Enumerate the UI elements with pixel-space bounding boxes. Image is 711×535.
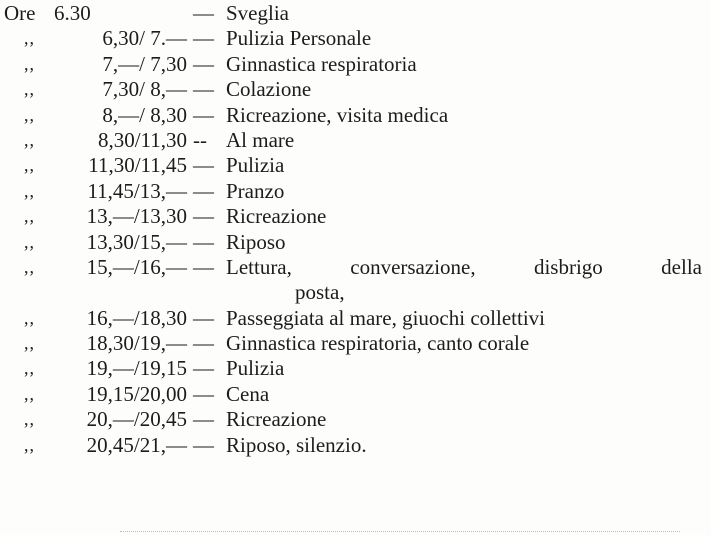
schedule-row — [0, 26, 711, 51]
time-range: 11,30/11,45 — [88, 153, 187, 178]
time-range: 8,30/11,30 — [97, 127, 187, 152]
ditto-mark: ,, — [24, 53, 35, 74]
separator-dash: — — [193, 254, 214, 279]
cropped-line-dots — [120, 531, 680, 534]
separator-dash: — — [193, 204, 214, 229]
activity-text: Cena — [226, 381, 270, 406]
separator-dash: — — [193, 153, 214, 178]
time-range: 7,—/ 7,30 — [102, 51, 187, 76]
activity-text: Al mare — [226, 127, 295, 152]
ditto-mark: ,, — [24, 434, 35, 455]
activity-word: conversazione, — [350, 254, 476, 279]
time-range: 6.30 — [54, 1, 91, 25]
separator-dash: — — [193, 229, 214, 254]
schedule-row — [0, 179, 711, 204]
activity-text: Ginnastica respiratoria, canto corale — [226, 331, 530, 356]
time-range: 13,—/13,30 — [86, 204, 187, 229]
schedule-row — [0, 306, 711, 331]
schedule-row — [0, 433, 711, 458]
time-range: 13,30/15,— — [86, 229, 187, 254]
time-range: 20,—/20,45 — [86, 407, 187, 432]
separator-dash: — — [193, 305, 214, 330]
activity-text: Ricreazione — [226, 204, 327, 229]
ditto-mark: ,, — [24, 79, 35, 100]
ditto-mark: ,, — [24, 307, 35, 328]
ditto-mark: ,, — [24, 180, 35, 201]
activity-text: Pranzo — [226, 178, 285, 203]
activity-text: Ginnastica respiratoria — [226, 51, 417, 76]
separator-dash: — — [193, 331, 214, 356]
schedule-row-continuation — [0, 280, 711, 305]
time-range: 19,—/19,15 — [86, 356, 187, 381]
separator-dash: — — [193, 407, 214, 432]
ditto-mark: ,, — [24, 129, 35, 150]
activity-text: Riposo — [226, 229, 286, 254]
ditto-mark: ,, — [24, 104, 35, 125]
ditto-mark: ,, — [24, 231, 35, 252]
schedule-row — [0, 331, 711, 356]
activity-text: Ricreazione — [226, 407, 327, 432]
row-prefix: Ore — [4, 1, 36, 25]
schedule-row — [0, 128, 711, 153]
activity-text — [226, 255, 702, 280]
schedule-row — [0, 255, 711, 280]
ditto-mark: ,, — [24, 383, 35, 404]
separator-dash: — — [193, 432, 214, 457]
separator-dash: — — [193, 102, 214, 127]
schedule-row — [0, 382, 711, 407]
schedule-row — [0, 52, 711, 77]
ditto-mark: ,, — [24, 409, 35, 430]
activity-word: Lettura, — [226, 254, 292, 279]
separator-dash: — — [193, 51, 214, 76]
activity-text: Pulizia Personale — [226, 26, 372, 51]
ditto-mark: ,, — [24, 206, 35, 227]
activity-text: Ricreazione, visita medica — [226, 102, 449, 127]
activity-text: Pulizia — [226, 153, 285, 178]
activity-text: Riposo, silenzio. — [226, 432, 367, 457]
schedule-row — [0, 1, 711, 26]
activity-word: della — [661, 254, 702, 279]
separator-dash: -- — [193, 127, 207, 152]
cropped-text-edge — [0, 531, 711, 535]
schedule-row — [0, 230, 711, 255]
schedule-row — [0, 77, 711, 102]
activity-text: Pulizia — [226, 356, 285, 381]
time-range: 18,30/19,— — [86, 331, 187, 356]
separator-dash: — — [193, 1, 214, 25]
ditto-mark: ,, — [24, 256, 35, 277]
ditto-mark: ,, — [24, 155, 35, 176]
separator-dash: — — [193, 381, 214, 406]
ditto-mark: ,, — [24, 28, 35, 49]
separator-dash: — — [193, 26, 214, 51]
time-range: 8,—/ 8,30 — [102, 102, 187, 127]
time-range: 15,—/16,— — [86, 254, 187, 279]
separator-dash: — — [193, 356, 214, 381]
time-range: 11,45/13,— — [87, 178, 187, 203]
separator-dash: — — [193, 77, 214, 102]
schedule-row — [0, 356, 711, 381]
activity-continuation: posta, — [295, 280, 345, 305]
schedule-row — [0, 407, 711, 432]
activity-word: disbrigo — [533, 254, 603, 279]
time-range: 19,15/20,00 — [86, 381, 187, 406]
daily-schedule — [0, 1, 711, 458]
time-range: 20,45/21,— — [86, 432, 187, 457]
activity-text: Colazione — [226, 77, 312, 102]
separator-dash: — — [193, 178, 214, 203]
ditto-mark: ,, — [24, 333, 35, 354]
schedule-row — [0, 204, 711, 229]
activity-text: Passeggiata al mare, giuochi collettivi — [226, 305, 545, 330]
ditto-mark: ,, — [24, 358, 35, 379]
time-range: 6,30/ 7.— — [102, 26, 187, 51]
schedule-row — [0, 153, 711, 178]
schedule-row — [0, 103, 711, 128]
time-range: 7,30/ 8,— — [102, 77, 187, 102]
activity-text: Sveglia — [226, 1, 289, 25]
time-range: 16,—/18,30 — [86, 305, 187, 330]
